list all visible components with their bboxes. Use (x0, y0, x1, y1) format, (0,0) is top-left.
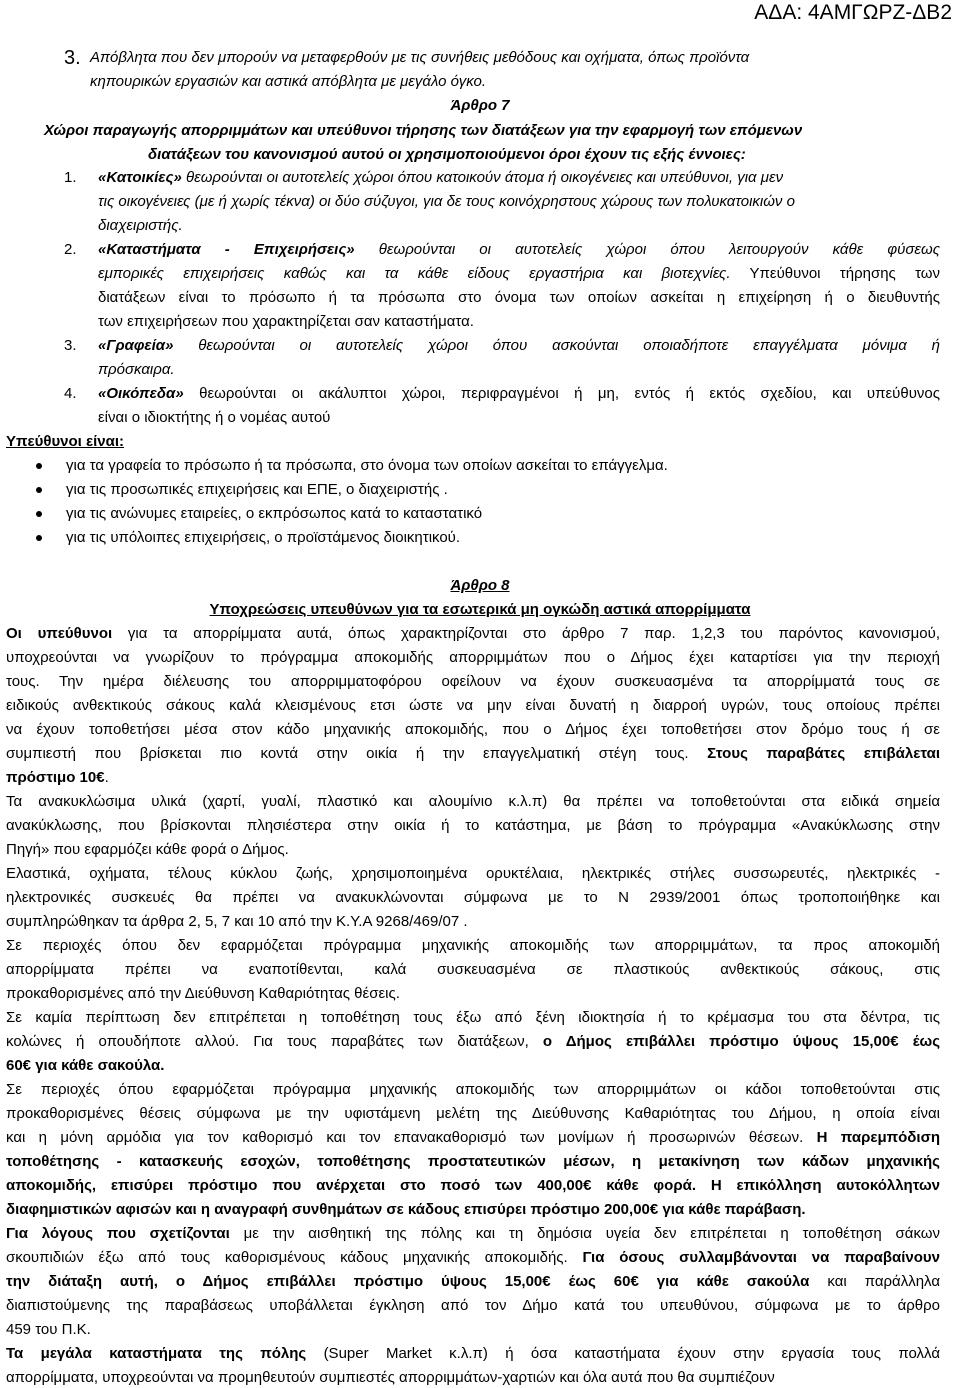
definition-1-number: 1. (64, 169, 77, 186)
definition-1-line-1: «Κατοικίες» θεωρούνται οι αυτοτελείς χώροι όπου κατοικούν άτομα ή οικογένειες και υπεύθυνοι, για μεν (98, 169, 784, 186)
definition-3-line-2: πρόσκαιρα. (98, 361, 175, 378)
definition-1-term: «Κατοικίες» (98, 169, 182, 186)
p2-line-3: Πηγή» που εφαρμόζει κάθε φορά ο Δήμος. (6, 841, 289, 858)
item-3-number: 3. (64, 47, 81, 69)
definition-2-line-4: των επιχειρήσεων που χαρακτηρίζεται σαν καταστήματα. (98, 313, 474, 330)
p1-line-5: να έχουν τοποθετήσει μέσα στον κάδο μηχανικής αποκομιδής, που ο Δήμος έχει τοποθετήσει στον δρόμο τους ή σε (6, 721, 940, 738)
p5-line-3: 60€ για κάθε σακούλα. (6, 1057, 165, 1074)
bullet-marker (36, 535, 42, 541)
article-8-subtitle: Υποχρεώσεις υπευθύνων για τα εσωτερικά μη ογκώδη αστικά απορρίμματα (209, 601, 751, 618)
definition-4-term: «Οικόπεδα» (98, 385, 184, 402)
p7-line-5: 459 του Π.Κ. (6, 1321, 91, 1338)
p1-line-4: ειδικούς ανθεκτικούς σάκους καλά κλεισμένους ετσι ώστε να μην είναι δυνατή η διαρροή υγρών, τους οποίους πρέπει (6, 697, 940, 714)
definition-4-line-2: είναι ο ιδιοκτήτης ή ο νομέας αυτού (98, 409, 331, 426)
definition-2-line-3: διατάξεων είναι το πρόσωπο ή τα πρόσωπα στο όνομα των οποίων ασκείται η επιχείρηση ή ο διευθυντής (98, 289, 940, 306)
bullet-item-1: για τα γραφεία το πρόσωπο ή τα πρόσωπα, στο όνομα των οποίων ασκείται το επάγγελμα. (66, 457, 668, 474)
article-8-title: Άρθρο 8 (450, 577, 510, 594)
p6-line-3: και η μόνη αρμόδια για τον καθορισμό και τον επανακαθορισμό των μονίμων ή προσωρινών θέσεων. Η παρεμπόδιση (6, 1129, 940, 1146)
bullet-item-4: για τις υπόλοιπες επιχειρήσεις, ο προϊστάμενος διοικητικού. (66, 529, 461, 546)
p6-line-2: προκαθορισμένες θέσεις σύμφωνα με την υφιστάμενη μελέτη της Διεύθυνσης Καθαριότητας του Δήμου, η οποία είναι (6, 1105, 940, 1122)
p3-line-3: συμπληρώθηκαν τα άρθρα 2, 5, 7 και 10 από την Κ.Υ.Α 9268/469/07 . (6, 913, 468, 930)
p4-line-2: απορρίμματα πρέπει να εναποτίθενται, καλά συσκευασμένα σε πλαστικούς ανθεκτικούς σάκους, στις (6, 961, 940, 978)
p6-line-6: διαφημιστικών αφισών και η αναγραφή συνθημάτων σε κάδους επισύρει πρόστιμο 200,00€ για κάθε παράβαση. (6, 1201, 806, 1218)
p7-line-4: διαπιστούμενης της παραβάσεως υποβάλλεται έγκληση από τον Δήμο κατά του υπευθύνου, σύμφωνα με το άρθρο (6, 1297, 940, 1314)
definition-2-line-1: «Καταστήματα - Επιχειρήσεις» θεωρούνται οι αυτοτελείς χώροι όπου λειτουργούν κάθε φύσεως (98, 241, 940, 258)
p6-line-5: αποκομιδής, επισύρει πρόστιμο που ανέρχεται στο ποσό των 400,00€ κάθε φορά. Η επικόλληση αυτοκόλλητων (6, 1177, 940, 1194)
bullet-marker (36, 487, 42, 493)
p7-line-3: την διάταξη αυτή, ο Δήμος επιβάλλει πρόστιμο ύψους 15,00€ έως 60€ για κάθε σακούλα και παράλληλα (6, 1273, 941, 1290)
p1-line-3: τους. Την ημέρα διέλευσης του απορριμματοφόρου οφείλουν να έχουν συσκευασμένα τα απορρίμματά τους σε (6, 673, 940, 690)
p4-line-1: Σε περιοχές όπου δεν εφαρμόζεται πρόγραμμα μηχανικής αποκομιδής των απορριμμάτων, τα προς αποκομιδή (6, 937, 940, 954)
ada-code: ΑΔΑ: 4ΑΜΓΩΡΖ-ΔΒ2 (754, 1, 952, 24)
p5-line-2: κολώνες ή οπουδήποτε αλλού. Για τους παραβάτες των διατάξεων, ο Δήμος επιβάλλει πρόστιμο ύψους 15,00€ έως (6, 1033, 940, 1050)
bullet-marker (36, 511, 42, 517)
definition-3-term: «Γραφεία» (98, 337, 174, 354)
definition-3-number: 3. (64, 337, 77, 354)
article-7-subtitle-line-1: Χώροι παραγωγής απορριμμάτων και υπεύθυνοι τήρησης των διατάξεων για την εφαρμογή των επόμενων (44, 122, 803, 139)
p4-line-3: προκαθορισμένες από την Διεύθυνση Καθαριότητας θέσεις. (6, 985, 400, 1002)
p1-line-6: συμπιεστή που βρίσκεται πιο κοντά στην οικία ή την επαγγελματική στέγη τους. Στους παραβάτες επιβάλεται (6, 745, 941, 762)
p8-line-1: Τα μεγάλα καταστήματα της πόλης (Super Market κ.λ.π) ή όσα καταστήματα έχουν στην εργασία τους πολλά (6, 1345, 940, 1362)
definition-1-line-2: τις οικογένειες (με ή χωρίς τέκνα) οι δύο σύζυγοι, για δε τους κοινόχρηστους χώρους των πολυκατοικιών ο (98, 193, 795, 210)
bullet-item-2: για τις προσωπικές επιχειρήσεις και ΕΠΕ, ο διαχειριστής . (66, 481, 448, 498)
p2-line-1: Τα ανακυκλώσιμα υλικά (χαρτί, γυαλί, πλαστικό και αλουμίνιο κ.λ.π) θα πρέπει να τοποθετούνται στα ειδικά σημεία (6, 793, 940, 810)
p1-line-1: Οι υπεύθυνοι για τα απορρίμματα αυτά, όπως χαρακτηρίζονται στο άρθρο 7 παρ. 1,2,3 του παρόντος κανονισμού, (6, 625, 941, 642)
definition-2-number: 2. (64, 241, 77, 258)
p7-line-2: σκουπιδιών έξω από τους καθορισμένους κάδους μηχανικής αποκομιδής. Για όσους συλλαμβάνονται να παραβαίνουν (6, 1249, 940, 1266)
definition-3-line-1: «Γραφεία» θεωρούνται οι αυτοτελείς χώροι όπου ασκούνται οποιαδήποτε επαγγέλματα μόνιμα ή (98, 337, 940, 354)
p3-line-1: Ελαστικά, οχήματα, τέλους κύκλου ζωής, χρησιμοποιημένα ορυκτέλαια, ηλεκτρικές στήλες συσσωρευτές, ηλεκτρικές - (6, 865, 940, 882)
p3-line-2: ηλεκτρονικές συσκευές θα πρέπει να ανακυκλώνονται σύμφωνα με το Ν 2939/2001 όπως τροποποιήθηκε και (6, 889, 940, 906)
p6-line-4: τοποθέτησης - κατασκευής εσοχών, τοποθέτησης προστατευτικών μέσων, η μετακίνηση των κάδων μηχανικής (6, 1153, 940, 1170)
p6-line-1: Σε περιοχές όπου εφαρμόζεται πρόγραμμα μηχανικής αποκομιδής των απορριμμάτων οι κάδοι τοποθετούνται στις (6, 1081, 940, 1098)
p1-line-2: υποχρεούνται να γνωρίζουν το πρόγραμμα αποκομιδής απορριμμάτων που ο Δήμος έχει καταρτίσει για την περιοχή (6, 649, 940, 666)
p8-line-2: απορρίμματα, υποχρεούνται να προμηθευτούν συμπιεστές απορριμμάτων-χαρτιών και όλα αυτά που θα συμπιέζουν (6, 1369, 775, 1386)
definition-4-line-1: «Οικόπεδα» θεωρούνται οι ακάλυπτοι χώροι, περιφραγμένοι ή μη, εντός ή εκτός σχεδίου, και υπεύθυνος (98, 385, 940, 402)
definition-2-term: «Καταστήματα - Επιχειρήσεις» (98, 241, 355, 258)
p5-line-1: Σε καμία περίπτωση δεν επιτρέπεται η τοποθέτηση τους έξω από ξένη ιδιοκτησία ή το κρέμασμα του στα δέντρα, τις (6, 1009, 940, 1026)
p2-line-2: ανακύκλωσης, που βρίσκονται πλησιέστερα στην οικία ή το κατάστημα, με βάση το πρόγραμμα «Ανακύκλωσης στην (6, 817, 940, 834)
definition-1-line-3: διαχειριστής. (98, 217, 183, 234)
definition-2-line-2: εμπορικές επιχειρήσεις καθώς και τα κάθε είδους εργαστήρια και βιοτεχνίες. Υπεύθυνοι τήρησης των (98, 265, 940, 282)
p1-line-7: πρόστιμο 10€. (6, 769, 109, 786)
responsible-heading: Υπεύθυνοι είναι: (6, 433, 125, 450)
article-7-title: Άρθρο 7 (450, 97, 510, 114)
bullet-marker (36, 463, 42, 469)
item-3-line-1: Απόβλητα που δεν μπορούν να μεταφερθούν με τις συνήθεις μεθόδους και οχήματα, όπως προϊόντα (90, 49, 750, 66)
definition-4-number: 4. (64, 385, 77, 402)
item-3-line-2: κηπουρικών εργασιών και αστικά απόβλητα με μεγάλο όγκο. (90, 73, 487, 90)
p7-line-1: Για λόγους που σχετίζονται με την αισθητική της πόλης και τη δημόσια υγεία δεν επιτρέπεται η τοποθέτηση σάκων (6, 1225, 940, 1242)
article-7-subtitle-line-2: διατάξεων του κανονισμού αυτού οι χρησιμοποιούμενοι όροι έχουν τις εξής έννοιες: (148, 146, 746, 163)
bullet-item-3: για τις ανώνυμες εταιρείες, ο εκπρόσωπος κατά το καταστατικό (66, 505, 483, 522)
